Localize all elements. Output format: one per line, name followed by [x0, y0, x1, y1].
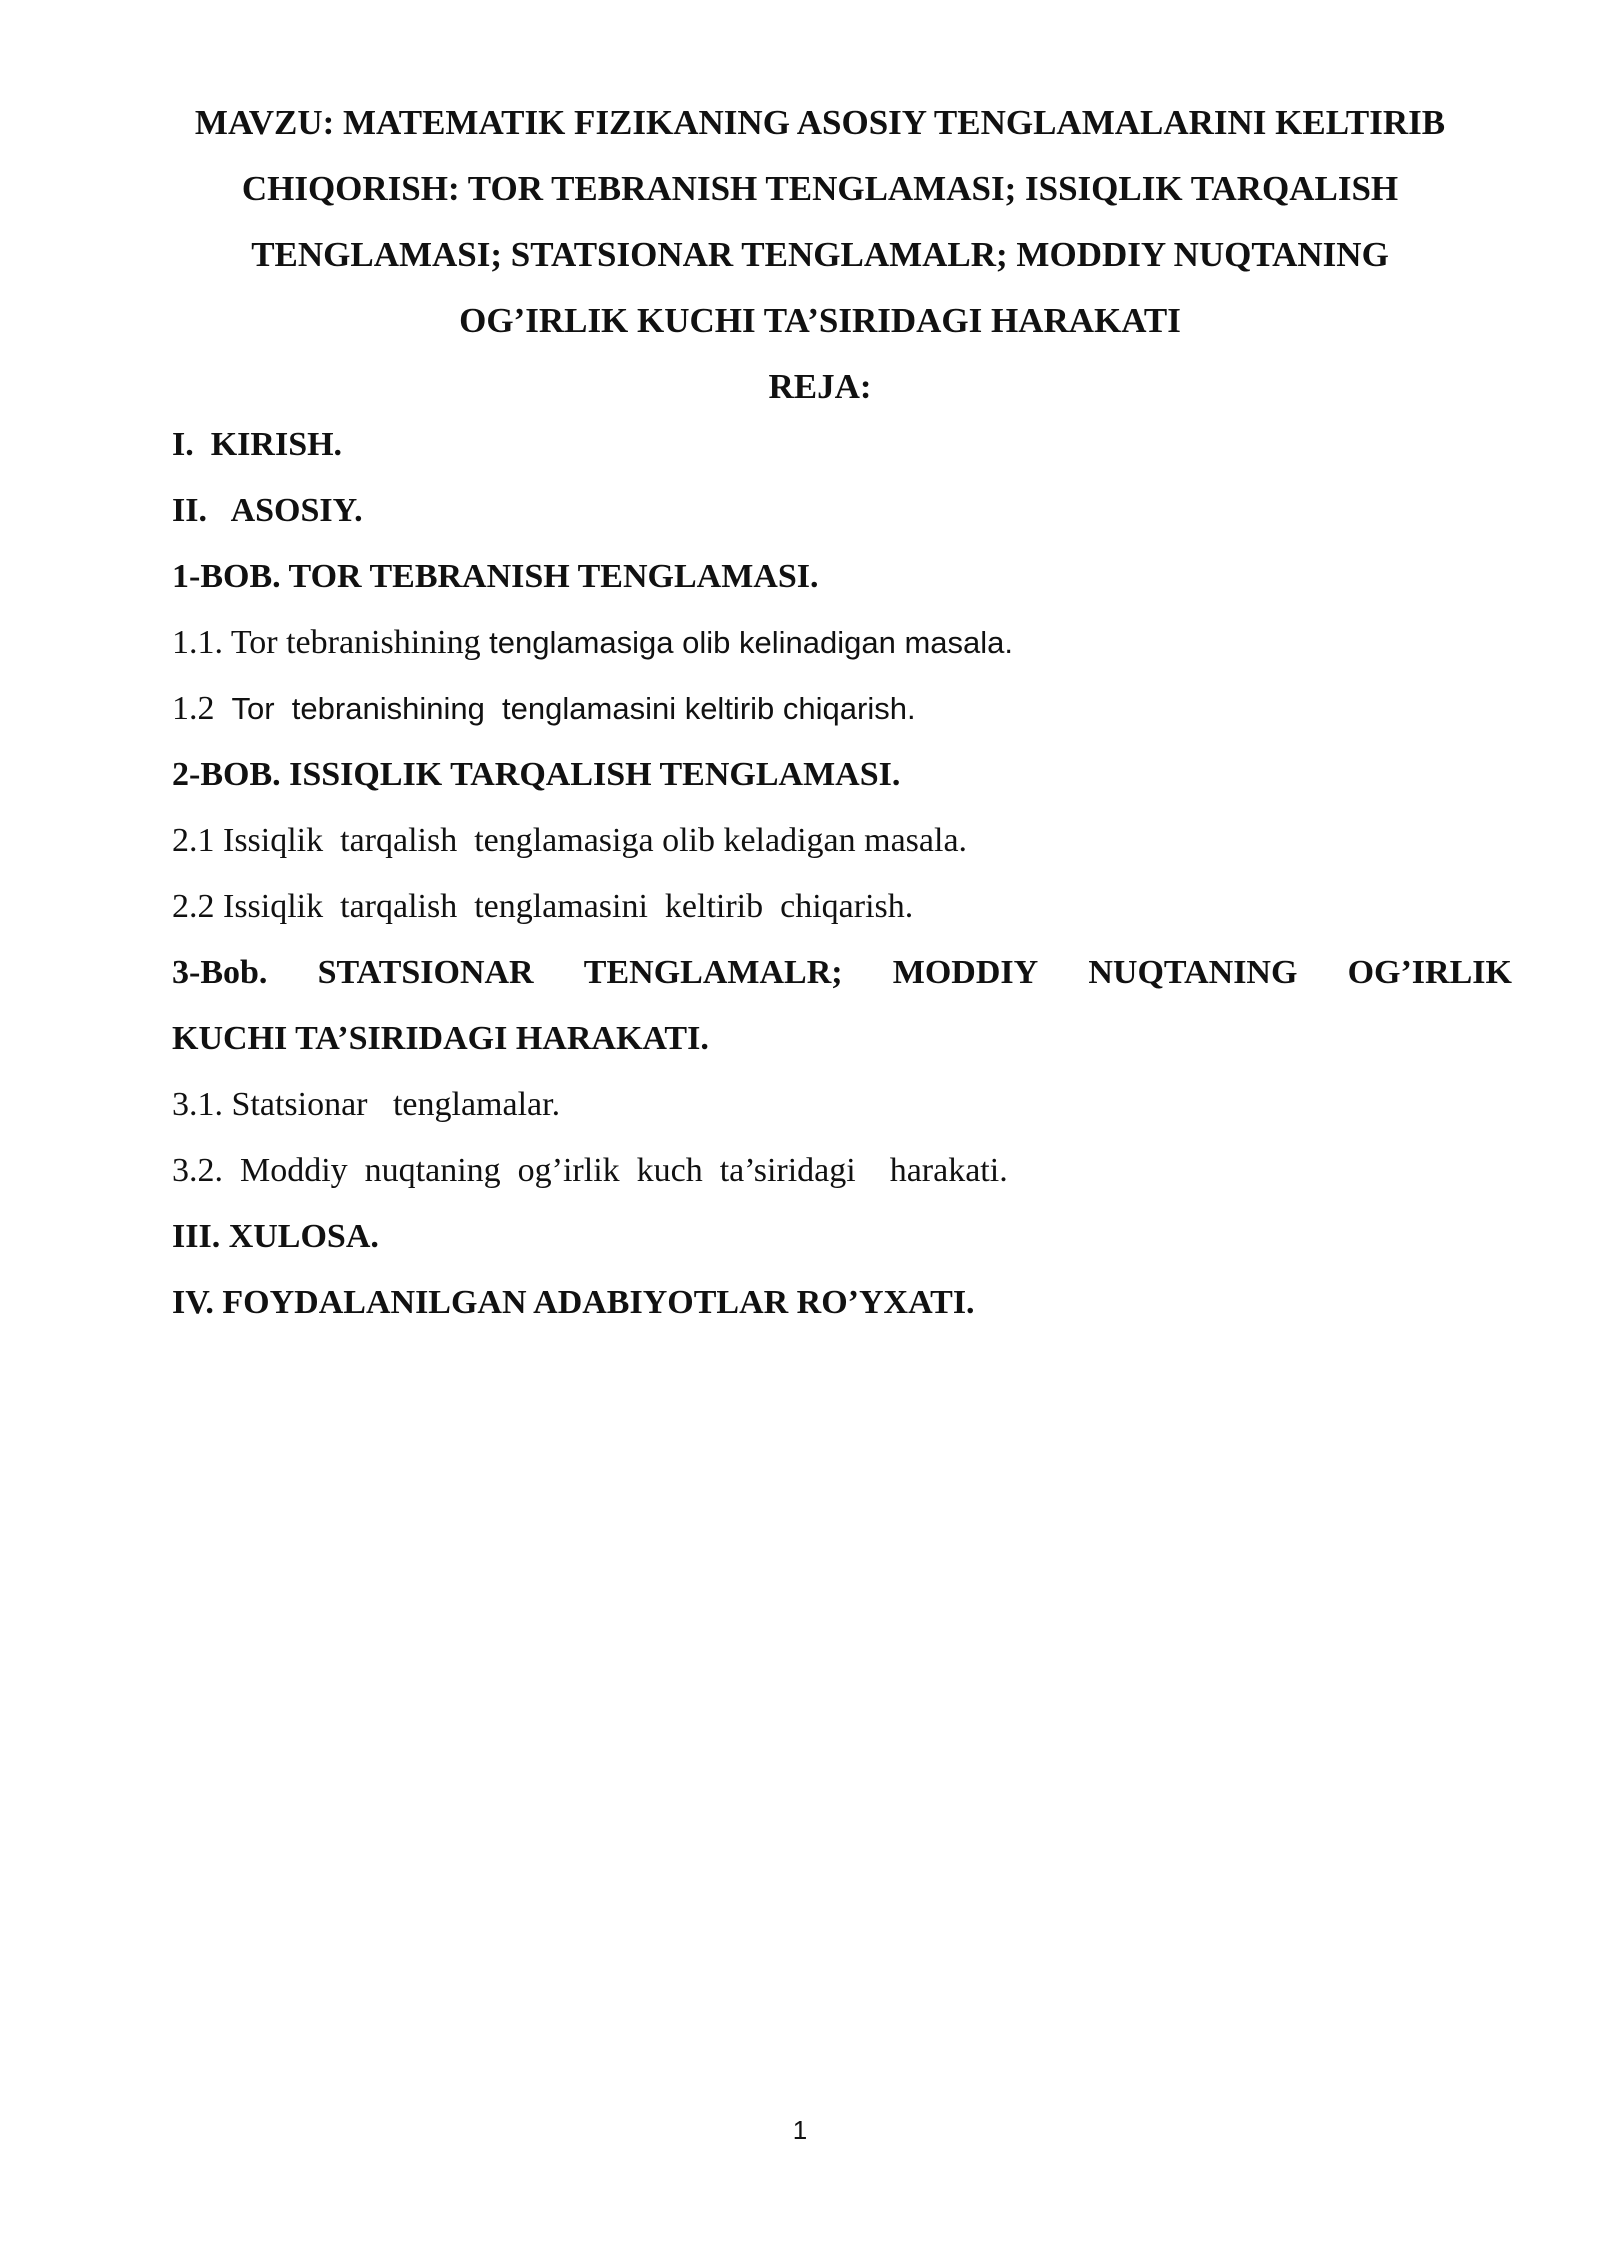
chapter-3-word: TENGLAMALR; — [583, 954, 843, 991]
chapter-3-heading-line-1 — [172, 940, 1512, 1006]
chapter-3-word: MODDIY — [892, 954, 1039, 991]
chapter-3-heading-line-2: KUCHI TA’SIRIDAGI HARAKATI. — [172, 1020, 709, 1057]
outline-item-adabiyotlar: IV. FOYDALANILGAN ADABIYOTLAR RO’YXATI. — [172, 1284, 975, 1321]
chapter-2-heading: 2-BOB. ISSIQLIK TARQALISH TENGLAMASI. — [172, 756, 901, 793]
chapter-3-word: NUQTANING — [1088, 954, 1298, 991]
outline-item-1-2-lead: 1.2 — [172, 690, 232, 727]
outline-item-xulosa: III. XULOSA. — [172, 1218, 379, 1255]
title-line-4: OG’IRLIK KUCHI TA’SIRIDAGI HARAKATI — [459, 301, 1181, 340]
outline-item-2-2: 2.2 Issiqlik tarqalish tenglamasini keltirib chiqarish. — [172, 888, 914, 925]
outline-item-2-1: 2.1 Issiqlik tarqalish tenglamasiga olib keladigan masala. — [172, 822, 968, 859]
title-line-1: MAVZU: MATEMATIK FIZIKANING ASOSIY TENGLAMALARINI KELTIRIB — [194, 103, 1446, 142]
chapter-1-heading: 1-BOB. TOR TEBRANISH TENGLAMASI. — [172, 558, 819, 595]
document-title — [120, 90, 1520, 420]
chapter-3-word: 3-Bob. — [172, 954, 268, 991]
plan-outline — [172, 412, 1512, 1336]
page-number: 1 — [792, 2115, 808, 2145]
outline-item-1-1 — [172, 610, 1512, 676]
outline-item-3-2: 3.2. Moddiy nuqtaning og’irlik kuch ta’siridagi harakati. — [172, 1152, 1008, 1189]
outline-item-kirish: I. KIRISH. — [172, 426, 343, 463]
outline-item-1-2 — [172, 676, 1512, 742]
outline-item-asosiy: II. ASOSIY. — [172, 492, 363, 529]
chapter-3-word: STATSIONAR — [317, 954, 534, 991]
outline-item-1-1-rest: tenglamasiga olib kelinadigan masala. — [489, 625, 1014, 660]
title-line-2: CHIQORISH: TOR TEBRANISH TENGLAMASI; ISSIQLIK TARQALISH — [241, 169, 1399, 208]
title-line-3: TENGLAMASI; STATSIONAR TENGLAMALR; MODDIY NUQTANING — [251, 235, 1389, 274]
outline-item-3-1: 3.1. Statsionar tenglamalar. — [172, 1086, 561, 1123]
outline-item-1-2-rest: Tor tebranishining tenglamasini keltirib chiqarish. — [231, 691, 916, 726]
outline-item-1-1-lead: 1.1. Tor tebranishining — [172, 624, 490, 661]
chapter-3-word: OG’IRLIK — [1347, 954, 1512, 991]
plan-heading: REJA: — [768, 367, 872, 406]
